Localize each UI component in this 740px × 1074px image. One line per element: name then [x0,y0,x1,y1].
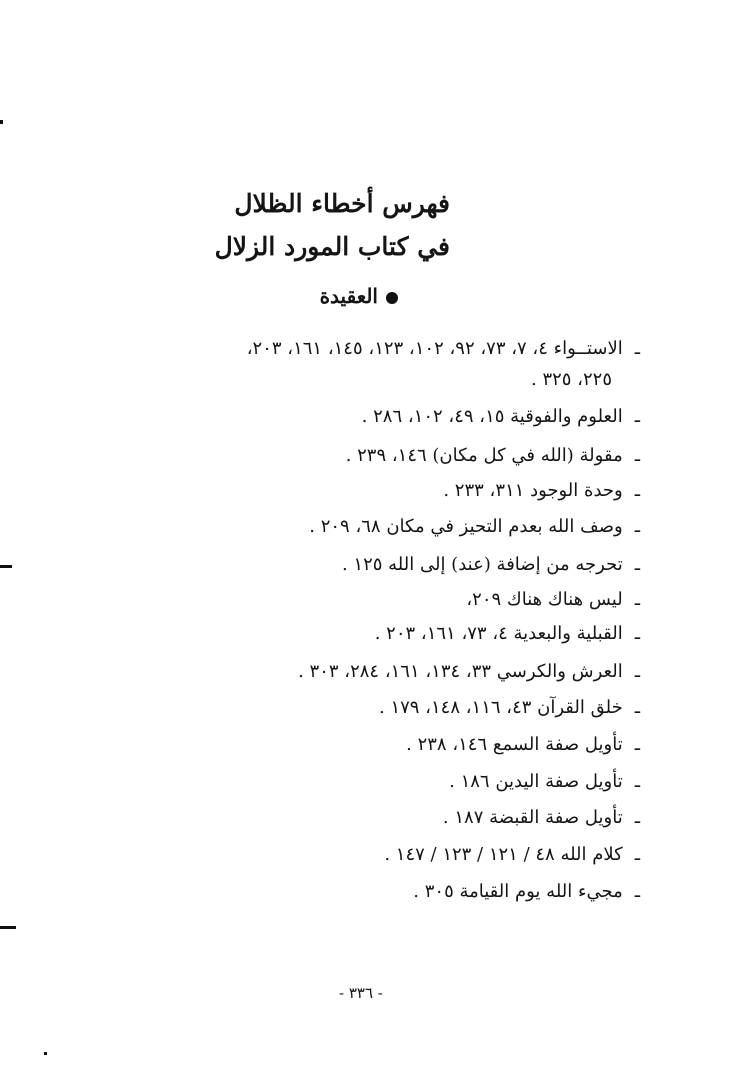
entry-dash: ـ [634,734,640,755]
entry-text: الاستــواء ٤، ٧، ٧٣، ٩٢، ١٠٢، ١٢٣، ١٤٥، ١٦١، ٢٠٣، [246,338,623,359]
index-entry [466,591,640,609]
entry-dash: ـ [634,697,640,718]
index-entry [309,518,640,536]
entry-text: تأويل صفة القبضة ١٨٧ . [442,807,623,828]
entry-dash: ـ [634,771,640,792]
entry-text: تحرجه من إضافة (عند) إلى الله ١٢٥ . [341,554,623,575]
entry-text: ليس هناك هناك ٢٠٩، [466,589,623,610]
index-entry [346,447,640,465]
section-heading [320,286,398,306]
entry-dash: ـ [634,480,640,501]
entry-dash: ـ [634,589,640,610]
entry-text: تأويل صفة اليدين ١٨٦ . [449,771,623,792]
entry-dash: ـ [634,554,640,575]
entry-text: مجيء الله يوم القيامة ٣٠٥ . [413,881,623,902]
entry-text: وحدة الوجود ٣١١، ٢٣٣ . [443,480,623,501]
entry-text: العلوم والفوقية ١٥، ٤٩، ١٠٢، ٢٨٦ . [361,406,623,427]
index-entry [298,663,640,681]
entry-dash: ـ [634,661,640,682]
entry-dash: ـ [634,623,640,644]
entry-dash: ـ [634,445,640,466]
index-entry [379,699,640,717]
entry-text: العرش والكرسي ٣٣، ١٣٤، ١٦١، ٢٨٤، ٣٠٣ . [298,661,623,682]
entry-text: القبلية والبعدية ٤، ٧٣، ١٦١، ٢٠٣ . [374,623,623,644]
index-entry [342,556,640,574]
entry-dash: ـ [634,406,640,427]
entry-text: خلق القرآن ٤٣، ١١٦، ١٤٨، ١٧٩ . [378,697,623,718]
entry-dash: ـ [634,844,640,865]
index-entry [247,340,640,358]
bullet-icon [386,292,398,304]
entry-dash: ـ [634,807,640,828]
scan-mark [44,1052,47,1055]
entry-text: وصف الله بعدم التحيز في مكان ٦٨، ٢٠٩ . [309,516,623,537]
entry-dash: ـ [634,881,640,902]
index-entry [384,846,640,864]
entry-text: كلام الله ٤٨ / ١٢١ / ١٢٣ / ١٤٧ . [384,844,623,865]
entry-dash: ـ [634,338,640,359]
index-entry [449,773,640,791]
index-entry [443,809,640,827]
page-number: - ٣٣٦ - [339,984,383,1002]
index-entry [362,408,640,426]
scan-mark [0,926,16,929]
entry-text: مقولة (الله في كل مكان) ١٤٦، ٢٣٩ . [345,445,623,466]
index-subtitle: في كتاب المورد الزلال [214,232,450,261]
index-entry [443,482,640,500]
index-title: فهرس أخطاء الظلال [234,189,450,218]
scan-mark [0,120,3,124]
index-entry [413,883,640,901]
index-entry [406,736,640,754]
entry-dash: ـ [634,516,640,537]
index-entry-continuation: ٢٢٥، ٣٢٥ . [530,369,612,390]
entry-text: تأويل صفة السمع ١٤٦، ٢٣٨ . [406,734,623,755]
scan-mark [0,565,12,568]
index-entry [375,625,640,643]
section-heading-label: العقيدة [319,284,378,308]
